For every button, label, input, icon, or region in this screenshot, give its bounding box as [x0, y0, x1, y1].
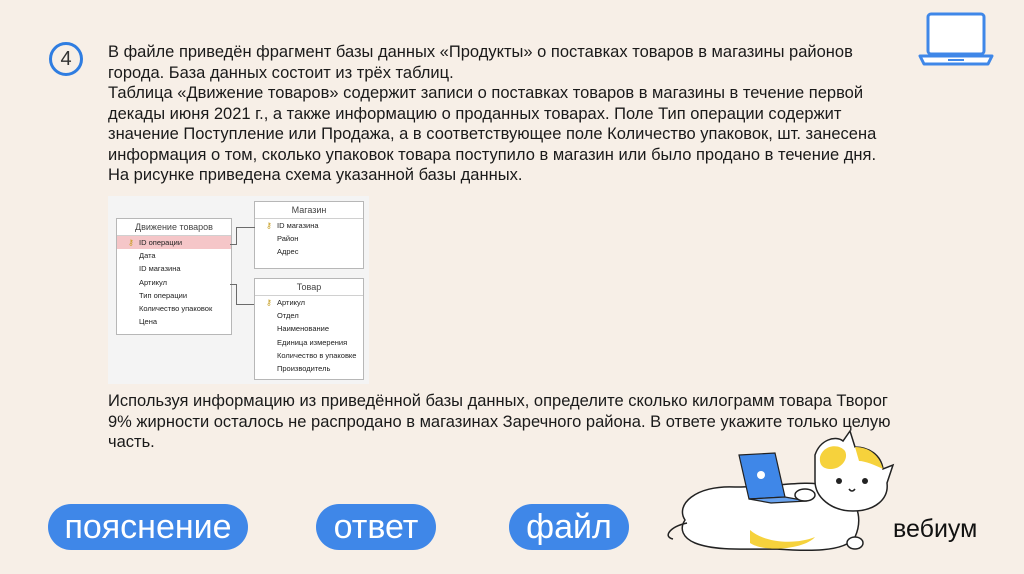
answer-button[interactable]: ответ: [316, 504, 436, 550]
field-row: ⚷ ID операции: [117, 236, 231, 249]
field-row: Производитель: [277, 363, 331, 373]
field-row: Единица измерения: [277, 337, 348, 347]
relation-line: [236, 284, 237, 304]
field-row: Артикул: [139, 277, 167, 287]
field-row: Количество упаковок: [139, 303, 213, 313]
field-row: Адрес: [277, 247, 299, 257]
table-product-title: Товар: [255, 279, 363, 296]
table-product: [254, 278, 364, 380]
key-icon: ⚷: [266, 298, 272, 307]
field-row: Количество в упаковке: [277, 350, 357, 360]
laptop-icon: [918, 10, 994, 68]
field-row: Тип операции: [139, 290, 188, 300]
task-paragraph-2: Таблица «Движение товаров» содержит записи о поставках товаров в магазины в течение первой декады июня 2021 г., а также информацию о проданных товарах. Поле Тип операции содержит значение Поступление или Продажа, а в соответствующее поле Количество упаковок, шт. занесена информация о том, сколько упаковок товара поступило в магазин или было продано в течение дня. На рисунке приведена схема указанной базы данных.: [108, 84, 877, 184]
table-movement-title: Движение товаров: [117, 219, 231, 236]
key-icon: ⚷: [128, 238, 134, 247]
task-paragraph-1: В файле приведён фрагмент базы данных «Продукты» о поставках товаров в магазины районов города. База данных состоит из трёх таблиц.: [108, 43, 853, 82]
field-row: ⚷ ID магазина: [255, 219, 363, 232]
field-row: Район: [277, 234, 299, 244]
relation-line: [236, 304, 254, 305]
relation-line: [236, 227, 255, 245]
field-row: ID магазина: [139, 264, 181, 274]
task-text: [108, 42, 888, 186]
key-icon: ⚷: [266, 221, 272, 230]
field-row: Отдел: [277, 311, 299, 321]
field-row: Цена: [139, 317, 158, 327]
table-shop: [254, 201, 364, 269]
field-row: Наименование: [277, 324, 329, 334]
task-number-badge: [49, 42, 83, 76]
field-row: ⚷ Артикул: [255, 296, 363, 309]
question-text: Используя информацию из приведённой базы данных, определите сколько килограмм товара Творог 9% жирности осталось не распродано в магазинах Заречного района. В ответе укажите только целую часть.: [108, 392, 891, 451]
file-button[interactable]: файл: [509, 504, 629, 550]
field-row: Дата: [139, 251, 156, 261]
table-shop-title: Магазин: [255, 202, 363, 219]
brand-logo: вебиум: [893, 515, 978, 543]
database-schema: [108, 196, 369, 384]
table-movement: [116, 218, 232, 335]
task-number: 4: [60, 47, 72, 70]
relation-line: [236, 227, 254, 228]
cat-illustration: [655, 425, 895, 565]
explanation-button[interactable]: пояснение: [48, 504, 248, 550]
